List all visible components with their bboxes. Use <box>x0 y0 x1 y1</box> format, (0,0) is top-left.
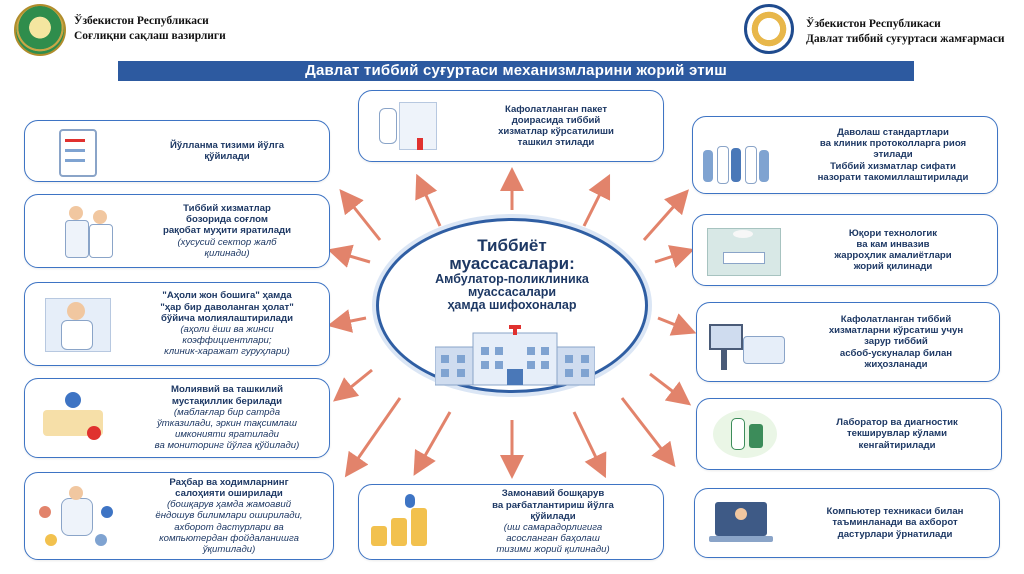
card-text-line: ўтказилади, эркин тақсимлаш <box>157 418 297 429</box>
doctors-icon <box>25 198 125 264</box>
ministry-line-1: Ўзбекистон Республикаси <box>74 15 209 27</box>
card-text-line: бўйича молиялаштирилади <box>160 312 293 324</box>
clipboard-checklist-icon <box>25 123 125 179</box>
card-left2-text <box>125 203 329 259</box>
card-staff-capacity <box>24 472 334 560</box>
card-text-line: ёндошув билимлари оширилади, <box>155 510 303 522</box>
arrow-bottom-left <box>418 412 450 468</box>
arrow-right <box>658 318 688 330</box>
card-text-line: Даволаш стандартлари <box>837 126 949 138</box>
card-text-line: қўйилади <box>204 151 250 162</box>
arrow-lower-left <box>350 398 400 470</box>
card-left5-text <box>125 477 333 555</box>
card-text-line: (бошқарув ҳамда жамоавий <box>166 499 292 511</box>
doctor-document-icon <box>359 94 449 158</box>
surgery-room-icon <box>693 218 789 282</box>
card-text-line: мустақиллик берилади <box>171 395 283 407</box>
card-text-line: жиҳозланади <box>864 358 928 370</box>
laboratory-icon <box>697 402 793 466</box>
card-right2-text <box>789 228 997 273</box>
card-text-line: ташкил этилади <box>517 137 595 149</box>
card-text-line: хизматлар кўрсатилиши <box>498 126 614 137</box>
center-subtitle-line-1: Амбулатор-поликлиника <box>435 272 589 286</box>
center-subtitle-line-2: муассасалари <box>467 285 557 299</box>
arrow-lower-right <box>622 398 670 460</box>
card-text-line: асосланган баҳолаш <box>506 533 600 545</box>
ministry-line-2: Соғлиқни сақлаш вазирлиги <box>74 30 226 42</box>
medical-staff-icon <box>693 120 789 190</box>
card-text-line: жарроҳлик амалиётлари <box>834 250 952 261</box>
card-text-line: ва клиник протоколларга риоя <box>819 138 967 150</box>
card-text-line: ва мониторинг йўлга қўйилади) <box>154 440 300 452</box>
card-left3-text <box>125 290 329 357</box>
card-referral-system <box>24 120 330 182</box>
card-text-line: бозорида соғлом <box>186 214 268 226</box>
card-text-line: Замонавий бошқарув <box>501 488 605 500</box>
center-title-line-1: Тиббиёт <box>477 236 547 255</box>
card-laboratory <box>696 398 1002 470</box>
card-competition <box>24 194 330 268</box>
card-text-line: (маблағлар бир сатрда <box>173 406 281 418</box>
card-text-line: салоҳияти оширилади <box>175 487 283 499</box>
arrow-right-mid2 <box>650 374 684 400</box>
laptop-doctor-icon <box>695 492 791 554</box>
arrow-top-left <box>420 182 440 226</box>
card-right1-text <box>789 127 997 183</box>
card-text-line: имконияти яратилади <box>174 429 280 441</box>
card-guaranteed-package <box>358 90 664 162</box>
arrow-left <box>336 318 366 324</box>
card-text-line: Йўлланма тизими йўлга <box>169 139 285 151</box>
card-text-line: зарур тиббий <box>864 336 928 348</box>
card-text-line: назорати такомиллаштирилади <box>817 171 969 183</box>
card-left1-text <box>125 140 329 162</box>
card-text-line: ўқитилади) <box>202 544 256 555</box>
card-modern-management <box>358 484 664 560</box>
card-left4-text <box>125 384 329 451</box>
center-medical-institutions <box>376 218 648 393</box>
arrow-left-mid1 <box>336 252 370 262</box>
card-text-line: Раҳбар ва ходимларнинг <box>169 476 289 488</box>
card-text-line: Юқори технологик <box>848 227 938 239</box>
card-text-line: этилади <box>873 149 913 161</box>
coins-growth-icon <box>359 490 443 554</box>
card-text-line: "ҳар бир даволанган ҳолат" <box>160 301 294 313</box>
card-text-line: (хусусий сектор жалб <box>177 236 277 248</box>
card-right5-text <box>791 506 999 540</box>
page-title-banner: Давлат тиббий суғуртаси механизмларини жорий этиш <box>118 61 914 81</box>
card-text-line: Кафолатланган пакет <box>504 103 608 115</box>
card-text-line: Тиббий хизматлар <box>183 202 271 214</box>
card-financial-autonomy <box>24 378 330 458</box>
card-equipment <box>696 302 1000 382</box>
card-text-line: "Аҳоли жон бошига" ҳамда <box>162 290 292 302</box>
card-text-line: Кафолатланган тиббий <box>840 313 952 325</box>
fund-line-1: Ўзбекистон Республикаси <box>806 18 941 30</box>
card-text-line: ахборот дастурлари ва <box>174 521 284 533</box>
card-text-line: (иш самарадорлигига <box>503 522 603 533</box>
arrow-right-mid1 <box>655 252 686 262</box>
card-text-line: Молиявий ва ташкилий <box>171 384 283 396</box>
arrow-upper-left <box>345 196 380 240</box>
card-text-line: Тиббий хизматлар сифати <box>830 160 956 172</box>
card-text-line: клиник-харажат гуруҳлари) <box>164 346 290 358</box>
team-training-icon <box>25 476 125 556</box>
doctor-computer-icon <box>25 286 125 362</box>
card-text-line: ва рағбатлантириш йўлга <box>492 499 614 511</box>
finance-people-icon <box>25 382 125 454</box>
card-bottom-text <box>443 488 663 555</box>
center-title <box>379 237 645 273</box>
card-text-line: асбоб-ускуналар билан <box>839 347 953 359</box>
card-text-line: қўйилади <box>530 510 576 522</box>
hospital-building-icon <box>435 325 595 387</box>
card-text-line: таъминланади ва ахборот <box>832 517 958 529</box>
card-text-line: (аҳоли ёши ва жинси <box>180 324 274 335</box>
card-text-line: доирасида тиббий <box>511 114 601 126</box>
card-text-line: рақобат муҳити яратилади <box>162 225 292 237</box>
card-top-text <box>449 104 663 149</box>
card-text-line: дастурлари ўрнатилади <box>837 528 953 540</box>
card-text-line: жорий қилинади <box>853 261 933 273</box>
arrow-top-right <box>584 182 606 226</box>
center-title-line-2: муассасалари: <box>449 254 575 273</box>
card-text-line: кенгайтирилади <box>858 439 936 451</box>
center-subtitle <box>379 273 645 312</box>
card-high-technology <box>692 214 998 286</box>
arrow-left-mid2 <box>340 370 372 396</box>
arrow-upper-right <box>644 196 683 240</box>
card-text-line: текширувлар кўлами <box>846 428 948 440</box>
fund-line-2: Давлат тиббий суғуртаси жамғармаси <box>806 33 1005 45</box>
card-text-line: қилинади) <box>204 247 250 259</box>
card-text-line: ва кам инвазив <box>856 238 930 250</box>
card-treatment-standards <box>692 116 998 194</box>
arrow-bottom-right <box>574 412 602 470</box>
center-subtitle-line-3: ҳамда шифохоналар <box>447 298 577 312</box>
card-per-capita-financing <box>24 282 330 366</box>
card-text-line: коэффициентлари; <box>182 335 272 347</box>
medical-equipment-icon <box>697 306 793 378</box>
card-text-line: тизими жорий қилинади) <box>496 544 610 556</box>
card-right3-text <box>793 314 999 370</box>
card-computer-technology <box>694 488 1000 558</box>
card-text-line: компьютердан фойдаланишга <box>159 532 299 544</box>
card-text-line: хизматларни кўрсатиш учун <box>828 325 964 337</box>
card-text-line: Лаборатор ва диагностик <box>836 417 958 429</box>
card-right4-text <box>793 417 1001 451</box>
card-text-line: Компьютер техникаси билан <box>826 506 964 518</box>
